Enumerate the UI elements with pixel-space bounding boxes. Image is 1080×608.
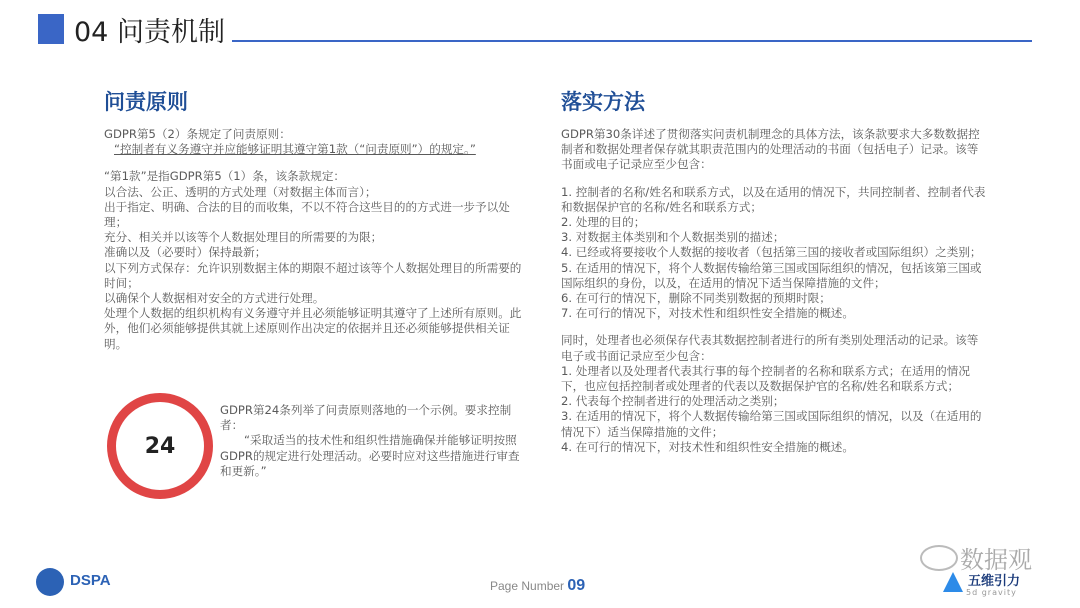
dspa-logo-icon (36, 568, 64, 596)
controller-record-item: 1. 控制者的名称/姓名和联系方式，以及在适用的情况下，共同控制者、控制者代表和数据保护官的名称/姓名和联系方式； (561, 184, 986, 214)
page-number (490, 577, 585, 595)
left-summary: 处理个人数据的组织机构有义务遵守并且必须能够证明其遵守了上述所有原则。此外，他们必须能够提供其就上述原则作出决定的依据并且还必须能够提供相关证明。 (104, 306, 522, 351)
processor-record-item: 4. 在可行的情况下，对技术性和组织性安全措施的概述。 (561, 439, 854, 454)
left-quote: “控制者有义务遵守并应能够证明其遵守第1款（“问责原则”）的规定。” (114, 142, 476, 157)
page-label: Page Number (490, 579, 568, 593)
example-quote: “采取适当的技术性和组织性措施确保并能够证明按照GDPR的规定进行处理活动。必要时应对这些措施进行审查和更新。” (220, 433, 520, 478)
wechat-icon (920, 545, 958, 571)
processor-record-item: 2. 代表每个控制者进行的处理活动之类别； (561, 394, 785, 409)
right-body (561, 127, 989, 455)
right-heading: 落实方法 (561, 90, 645, 114)
left-intro: GDPR第5（2）条规定了问责原则： (104, 127, 291, 141)
dspa-logo-text: DSPA (70, 572, 111, 589)
title-divider (232, 40, 1032, 42)
controller-record-item: 2. 处理的目的； (561, 215, 646, 230)
page-title: 04 问责机制 (74, 17, 225, 48)
clause-item: 准确以及（必要时）保持最新； (104, 245, 267, 260)
processor-record-item: 3. 在适用的情况下，将个人数据传输给第三国或国际组织的情况，以及（在适用的情况下）适当保障措施的文件； (561, 409, 982, 439)
right-intro: GDPR第30条详述了贯彻落实问责机制理念的具体方法，该条款要求大多数数据控制者和数据处理者保存就其职责范围内的处理活动的书面（包括电子）记录。该等书面或电子记录应至少包含： (561, 127, 980, 172)
watermark-text: 数据观 (960, 546, 1032, 574)
clause-item: 以合法、公正、透明的方式处理（对数据主体而言）； (104, 184, 377, 199)
controller-record-item: 4. 已经或将要接收个人数据的接收者（包括第三国的接收者或国际组织）之类别； (561, 245, 982, 260)
brand-logo-icon (943, 572, 963, 592)
clause-item: 以确保个人数据相对安全的方式进行处理。 (104, 291, 325, 306)
clause-intro: “第1款”是指GDPR第5（1）条，该条款规定： (104, 169, 346, 184)
brand-subtitle: 5d gravity (966, 588, 1017, 597)
processor-intro: 同时，处理者也必须保存代表其数据控制者进行的所有类别处理活动的记录。该等电子或书面记录应至少包含： (561, 333, 979, 363)
title-marker (38, 14, 64, 44)
article-number: 24 (144, 433, 176, 459)
clause-item: 以下列方式保存：允许识别数据主体的期限不超过该等个人数据处理目的所需要的时间； (104, 260, 522, 290)
example-intro: GDPR第24条列举了问责原则落地的一个示例。要求控制者： (220, 403, 512, 433)
brand-name: 五维引力 (968, 574, 1021, 589)
controller-record-item: 5. 在适用的情况下，将个人数据传输给第三国或国际组织的情况，包括该第三国或国际组织的身份，以及，在适用的情况下适当保障措施的文件； (561, 260, 982, 290)
example-text (220, 403, 528, 479)
left-body (104, 127, 524, 352)
page-number-value: 09 (567, 577, 586, 594)
controller-record-item: 7. 在可行的情况下，对技术性和组织性安全措施的概述。 (561, 306, 854, 321)
processor-record-item: 1. 处理者以及处理者代表其行事的每个控制者的名称和联系方式；在适用的情况下，也应包括控制者或处理者的代表以及数据保护官的名称/姓名和联系方式； (561, 363, 970, 394)
controller-record-item: 3. 对数据主体类别和个人数据类别的描述； (561, 230, 785, 245)
clause-item: 充分、相关并以该等个人数据处理目的所需要的为限； (104, 230, 383, 245)
clause-item: 出于指定、明确、合法的目的而收集，不以不符合这些目的的方式进一步予以处理； (104, 199, 510, 230)
controller-record-item: 6. 在可行的情况下，删除不同类别数据的预期时限； (561, 291, 831, 306)
left-heading: 问责原则 (104, 90, 188, 114)
